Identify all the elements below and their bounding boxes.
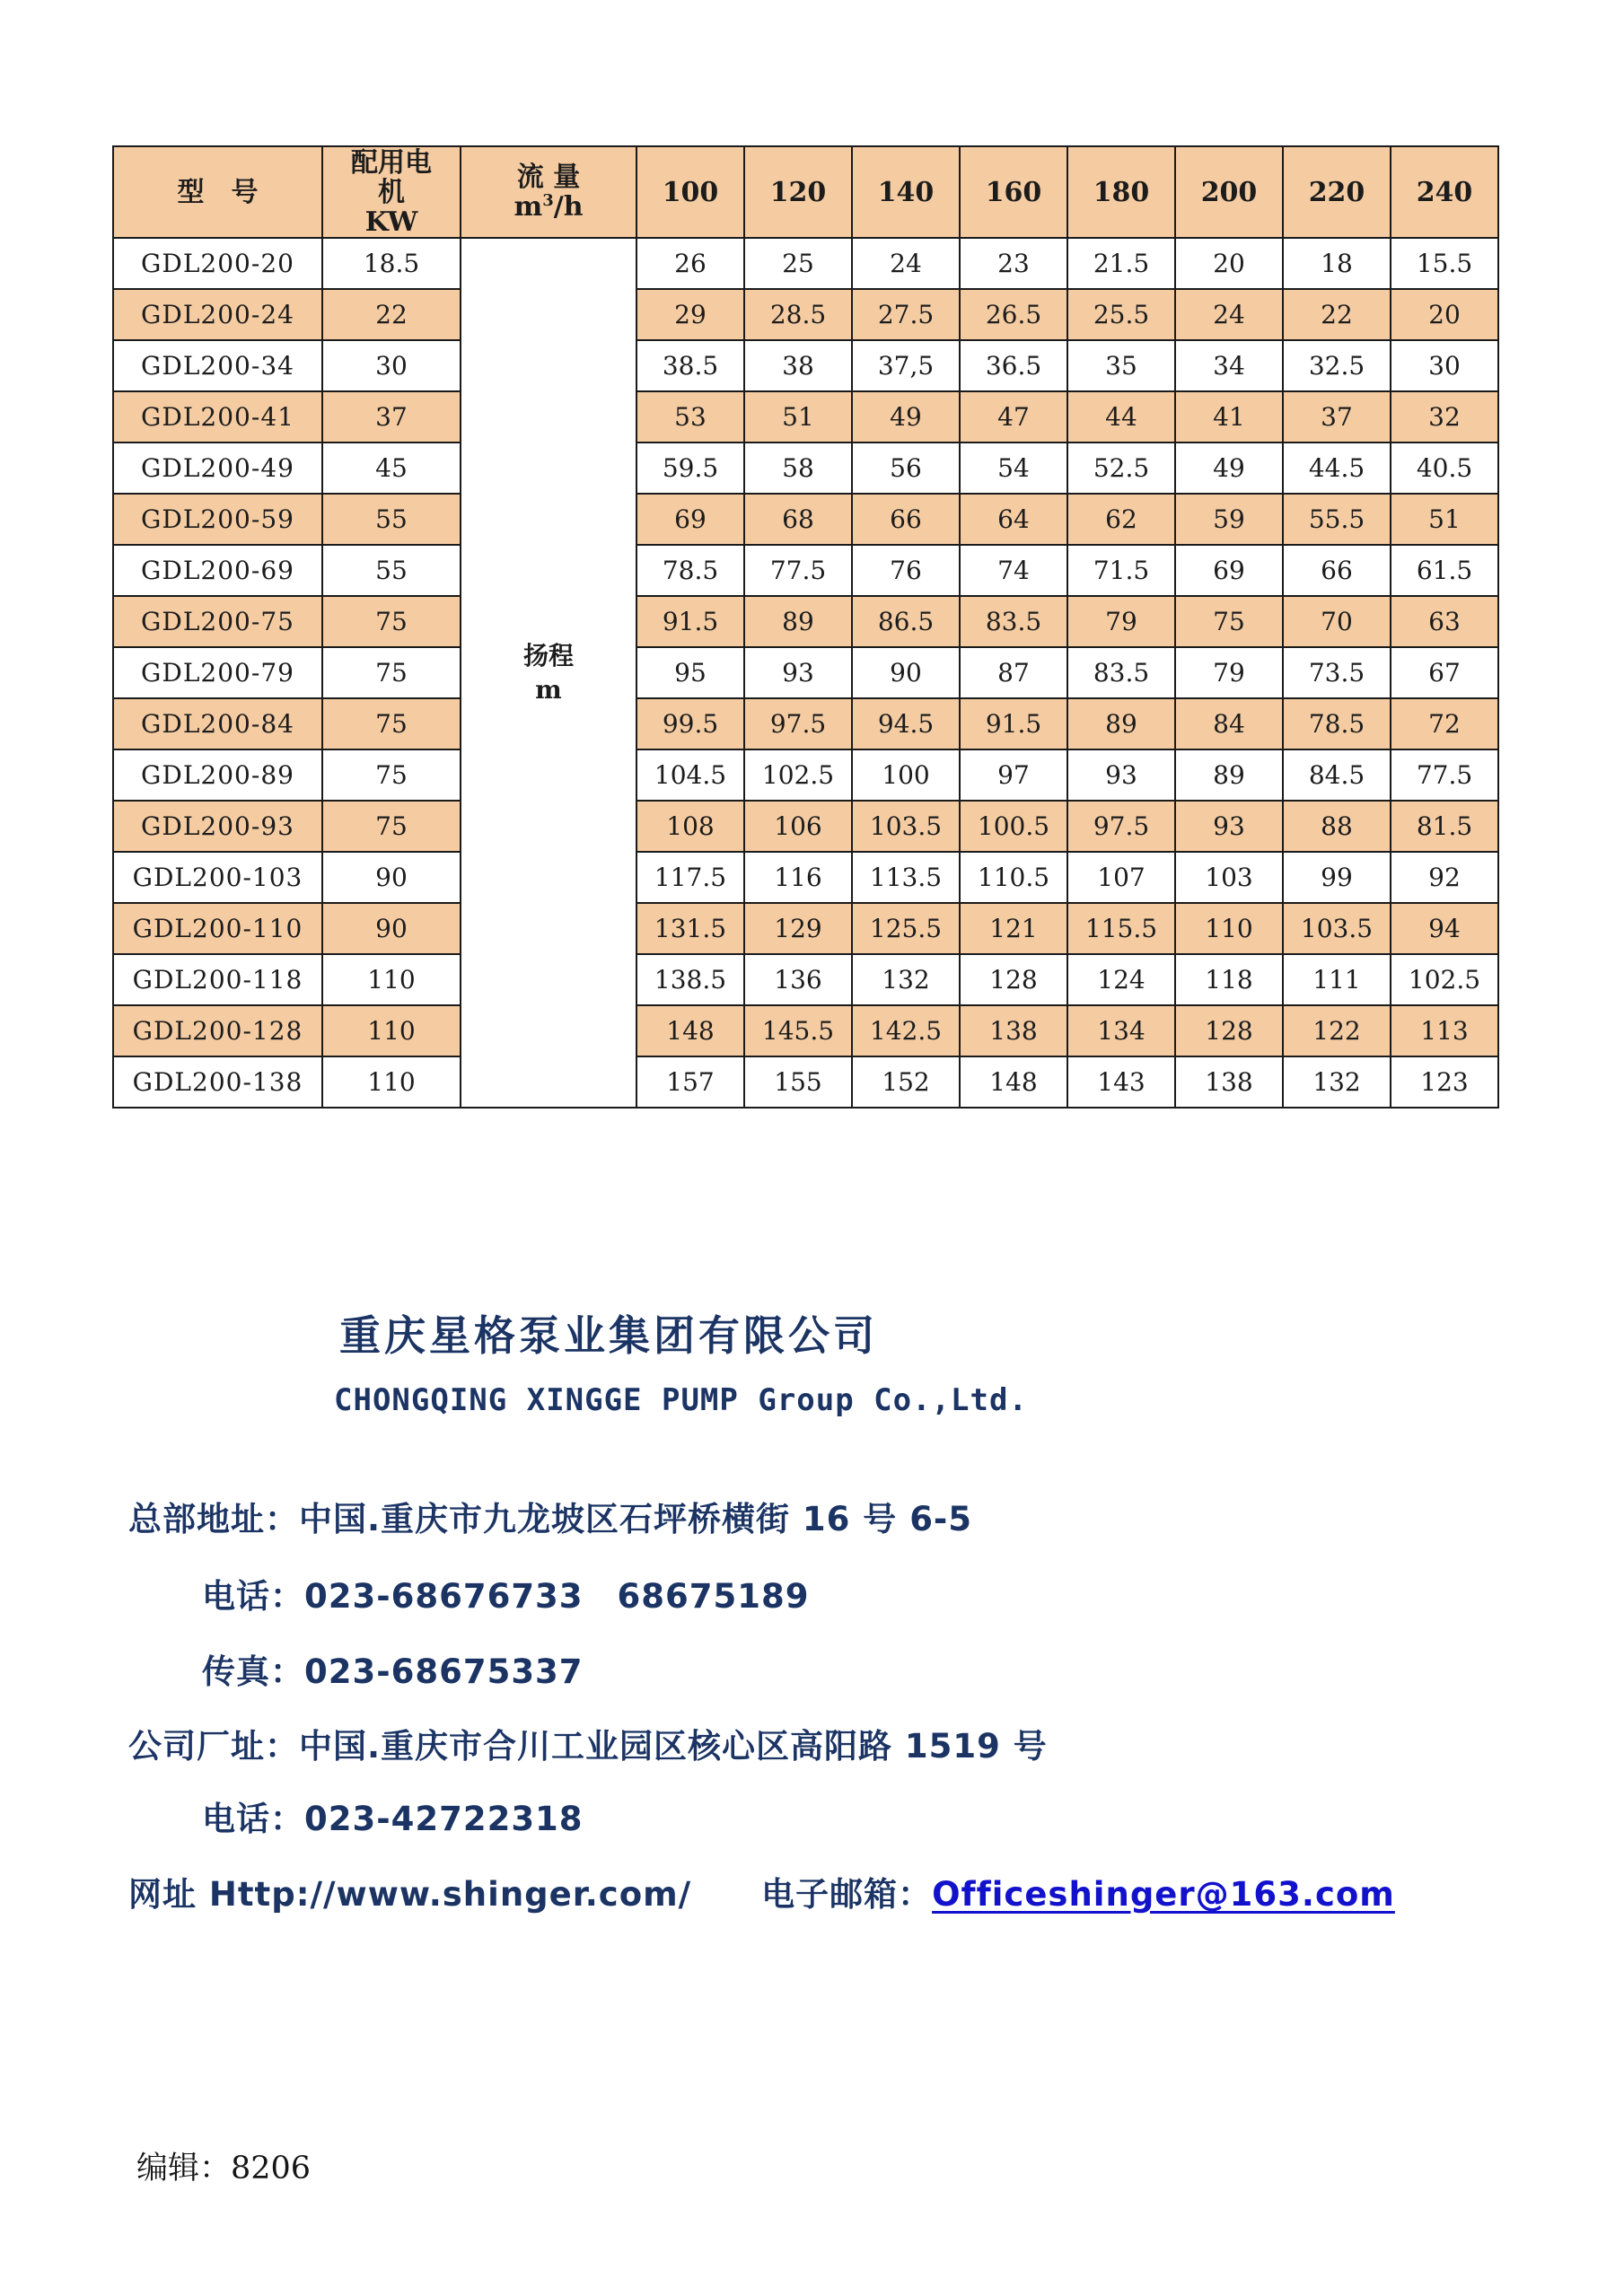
value-cell-140: 49 bbox=[852, 391, 960, 443]
value-cell-140: 100 bbox=[852, 749, 960, 801]
value-cell-140: 37,5 bbox=[852, 340, 960, 391]
contact-line-factory-address bbox=[128, 1719, 1048, 1767]
value-cell-100: 91.5 bbox=[636, 596, 744, 647]
value-cell-160: 110.5 bbox=[960, 852, 1067, 903]
model-cell: GDL200-59 bbox=[113, 494, 322, 545]
contact-line-phone-2 bbox=[202, 1792, 584, 1840]
value-cell-160: 97 bbox=[960, 749, 1067, 801]
model-cell: GDL200-103 bbox=[113, 852, 322, 903]
value-cell-220: 73.5 bbox=[1283, 647, 1391, 698]
contact-line-web-email bbox=[128, 1867, 1395, 1915]
model-cell: GDL200-110 bbox=[113, 903, 322, 954]
value-cell-160: 87 bbox=[960, 647, 1067, 698]
hq-address-label: 总部地址： bbox=[128, 1500, 299, 1538]
header-flow-240: 240 bbox=[1391, 146, 1498, 238]
value-cell-160: 36.5 bbox=[960, 340, 1067, 391]
value-cell-220: 111 bbox=[1283, 954, 1391, 1005]
table-row bbox=[113, 647, 1498, 698]
value-cell-200: 75 bbox=[1175, 596, 1283, 647]
value-cell-220: 32.5 bbox=[1283, 340, 1391, 391]
value-cell-100: 148 bbox=[636, 1005, 744, 1056]
power-cell: 90 bbox=[322, 852, 461, 903]
value-cell-240: 113 bbox=[1391, 1005, 1498, 1056]
power-cell: 110 bbox=[322, 1056, 461, 1108]
header-flow-220: 220 bbox=[1283, 146, 1391, 238]
value-cell-200: 79 bbox=[1175, 647, 1283, 698]
table-row bbox=[113, 443, 1498, 494]
value-cell-100: 131.5 bbox=[636, 903, 744, 954]
value-cell-240: 15.5 bbox=[1391, 238, 1498, 289]
value-cell-240: 92 bbox=[1391, 852, 1498, 903]
header-flow-180: 180 bbox=[1067, 146, 1175, 238]
value-cell-180: 79 bbox=[1067, 596, 1175, 647]
value-cell-120: 136 bbox=[744, 954, 852, 1005]
power-cell: 90 bbox=[322, 903, 461, 954]
value-cell-140: 24 bbox=[852, 238, 960, 289]
power-cell: 55 bbox=[322, 545, 461, 596]
value-cell-220: 37 bbox=[1283, 391, 1391, 443]
company-name-chinese: 重庆星格泵业集团有限公司 bbox=[339, 1311, 878, 1360]
header-flow-140: 140 bbox=[852, 146, 960, 238]
value-cell-120: 25 bbox=[744, 238, 852, 289]
table-row bbox=[113, 903, 1498, 954]
header-motor-line3: KW bbox=[364, 206, 418, 238]
value-cell-220: 103.5 bbox=[1283, 903, 1391, 954]
phone-1-value: 023-68676733 68675189 bbox=[304, 1577, 810, 1616]
table-row bbox=[113, 238, 1498, 289]
header-flow-120: 120 bbox=[744, 146, 852, 238]
value-cell-220: 70 bbox=[1283, 596, 1391, 647]
model-cell: GDL200-79 bbox=[113, 647, 322, 698]
value-cell-220: 18 bbox=[1283, 238, 1391, 289]
fax-value: 023-68675337 bbox=[304, 1652, 584, 1691]
table-row bbox=[113, 852, 1498, 903]
model-cell: GDL200-69 bbox=[113, 545, 322, 596]
value-cell-240: 61.5 bbox=[1391, 545, 1498, 596]
value-cell-180: 62 bbox=[1067, 494, 1175, 545]
value-cell-140: 56 bbox=[852, 443, 960, 494]
model-cell: GDL200-24 bbox=[113, 289, 322, 340]
phone-2-value: 023-42722318 bbox=[304, 1800, 584, 1838]
value-cell-220: 88 bbox=[1283, 801, 1391, 852]
power-cell: 45 bbox=[322, 443, 461, 494]
value-cell-220: 84.5 bbox=[1283, 749, 1391, 801]
value-cell-120: 58 bbox=[744, 443, 852, 494]
model-cell: GDL200-138 bbox=[113, 1056, 322, 1108]
value-cell-240: 20 bbox=[1391, 289, 1498, 340]
power-cell: 75 bbox=[322, 698, 461, 749]
website-label: 网址 bbox=[128, 1875, 197, 1914]
model-cell: GDL200-20 bbox=[113, 238, 322, 289]
model-cell: GDL200-34 bbox=[113, 340, 322, 391]
website-url: Http://www.shinger.com/ bbox=[208, 1875, 692, 1914]
value-cell-200: 34 bbox=[1175, 340, 1283, 391]
value-cell-100: 59.5 bbox=[636, 443, 744, 494]
value-cell-160: 83.5 bbox=[960, 596, 1067, 647]
value-cell-220: 122 bbox=[1283, 1005, 1391, 1056]
value-cell-140: 90 bbox=[852, 647, 960, 698]
value-cell-220: 132 bbox=[1283, 1056, 1391, 1108]
value-cell-140: 125.5 bbox=[852, 903, 960, 954]
value-cell-120: 38 bbox=[744, 340, 852, 391]
value-cell-240: 77.5 bbox=[1391, 749, 1498, 801]
value-cell-120: 93 bbox=[744, 647, 852, 698]
value-cell-120: 97.5 bbox=[744, 698, 852, 749]
value-cell-160: 91.5 bbox=[960, 698, 1067, 749]
company-name-english: CHONGQING XINGGE PUMP Group Co.,Ltd. bbox=[334, 1382, 1028, 1418]
power-cell: 22 bbox=[322, 289, 461, 340]
value-cell-180: 52.5 bbox=[1067, 443, 1175, 494]
factory-address-label: 公司厂址： bbox=[128, 1727, 299, 1766]
value-cell-200: 41 bbox=[1175, 391, 1283, 443]
value-cell-120: 89 bbox=[744, 596, 852, 647]
table-row bbox=[113, 596, 1498, 647]
table-row bbox=[113, 749, 1498, 801]
value-cell-200: 110 bbox=[1175, 903, 1283, 954]
value-cell-200: 20 bbox=[1175, 238, 1283, 289]
factory-address-value: 中国.重庆市合川工业园区核心区高阳路 1519 号 bbox=[299, 1727, 1048, 1766]
header-motor-kw bbox=[322, 146, 461, 238]
value-cell-100: 138.5 bbox=[636, 954, 744, 1005]
table-row bbox=[113, 954, 1498, 1005]
header-flow-100: 100 bbox=[636, 146, 744, 238]
table-row bbox=[113, 494, 1498, 545]
value-cell-180: 143 bbox=[1067, 1056, 1175, 1108]
value-cell-220: 99 bbox=[1283, 852, 1391, 903]
value-cell-140: 103.5 bbox=[852, 801, 960, 852]
value-cell-180: 44 bbox=[1067, 391, 1175, 443]
value-cell-220: 66 bbox=[1283, 545, 1391, 596]
table-row bbox=[113, 289, 1498, 340]
contact-line-phone-1 bbox=[202, 1569, 810, 1617]
value-cell-160: 54 bbox=[960, 443, 1067, 494]
value-cell-240: 94 bbox=[1391, 903, 1498, 954]
value-cell-160: 64 bbox=[960, 494, 1067, 545]
head-merged-cell bbox=[461, 238, 636, 1108]
value-cell-160: 121 bbox=[960, 903, 1067, 954]
table-row bbox=[113, 1005, 1498, 1056]
value-cell-140: 132 bbox=[852, 954, 960, 1005]
power-cell: 37 bbox=[322, 391, 461, 443]
table-body bbox=[113, 238, 1498, 1108]
value-cell-120: 155 bbox=[744, 1056, 852, 1108]
value-cell-180: 115.5 bbox=[1067, 903, 1175, 954]
email-label: 电子邮箱： bbox=[761, 1875, 933, 1914]
value-cell-100: 69 bbox=[636, 494, 744, 545]
power-cell: 75 bbox=[322, 801, 461, 852]
model-cell: GDL200-89 bbox=[113, 749, 322, 801]
editor-note: 编辑：8206 bbox=[136, 2151, 312, 2186]
table-row bbox=[113, 801, 1498, 852]
value-cell-160: 47 bbox=[960, 391, 1067, 443]
email-link[interactable]: Officeshinger@163.com bbox=[932, 1875, 1395, 1914]
value-cell-240: 51 bbox=[1391, 494, 1498, 545]
value-cell-140: 113.5 bbox=[852, 852, 960, 903]
value-cell-120: 116 bbox=[744, 852, 852, 903]
value-cell-100: 53 bbox=[636, 391, 744, 443]
value-cell-240: 63 bbox=[1391, 596, 1498, 647]
value-cell-180: 107 bbox=[1067, 852, 1175, 903]
value-cell-100: 29 bbox=[636, 289, 744, 340]
value-cell-120: 28.5 bbox=[744, 289, 852, 340]
value-cell-160: 100.5 bbox=[960, 801, 1067, 852]
value-cell-240: 32 bbox=[1391, 391, 1498, 443]
power-cell: 55 bbox=[322, 494, 461, 545]
header-flow-160: 160 bbox=[960, 146, 1067, 238]
value-cell-120: 129 bbox=[744, 903, 852, 954]
value-cell-200: 89 bbox=[1175, 749, 1283, 801]
value-cell-240: 40.5 bbox=[1391, 443, 1498, 494]
value-cell-200: 128 bbox=[1175, 1005, 1283, 1056]
value-cell-180: 97.5 bbox=[1067, 801, 1175, 852]
header-flow-unit: $m^3/h$ bbox=[514, 191, 584, 223]
table-row bbox=[113, 340, 1498, 391]
value-cell-240: 30 bbox=[1391, 340, 1498, 391]
value-cell-160: 26.5 bbox=[960, 289, 1067, 340]
model-cell: GDL200-75 bbox=[113, 596, 322, 647]
value-cell-100: 78.5 bbox=[636, 545, 744, 596]
value-cell-140: 27.5 bbox=[852, 289, 960, 340]
value-cell-220: 44.5 bbox=[1283, 443, 1391, 494]
value-cell-200: 49 bbox=[1175, 443, 1283, 494]
value-cell-220: 78.5 bbox=[1283, 698, 1391, 749]
fax-label: 传真： bbox=[202, 1652, 304, 1691]
value-cell-140: 66 bbox=[852, 494, 960, 545]
value-cell-200: 138 bbox=[1175, 1056, 1283, 1108]
table-row bbox=[113, 545, 1498, 596]
value-cell-180: 134 bbox=[1067, 1005, 1175, 1056]
head-unit: m bbox=[535, 674, 562, 705]
value-cell-240: 123 bbox=[1391, 1056, 1498, 1108]
value-cell-100: 117.5 bbox=[636, 852, 744, 903]
value-cell-160: 138 bbox=[960, 1005, 1067, 1056]
value-cell-160: 23 bbox=[960, 238, 1067, 289]
value-cell-140: 142.5 bbox=[852, 1005, 960, 1056]
value-cell-180: 124 bbox=[1067, 954, 1175, 1005]
value-cell-100: 104.5 bbox=[636, 749, 744, 801]
table-row bbox=[113, 391, 1498, 443]
power-cell: 75 bbox=[322, 749, 461, 801]
power-cell: 18.5 bbox=[322, 238, 461, 289]
value-cell-200: 118 bbox=[1175, 954, 1283, 1005]
value-cell-100: 157 bbox=[636, 1056, 744, 1108]
value-cell-200: 103 bbox=[1175, 852, 1283, 903]
value-cell-220: 55.5 bbox=[1283, 494, 1391, 545]
header-motor-line2: 机 bbox=[378, 176, 405, 208]
model-cell: GDL200-128 bbox=[113, 1005, 322, 1056]
value-cell-200: 93 bbox=[1175, 801, 1283, 852]
value-cell-140: 86.5 bbox=[852, 596, 960, 647]
value-cell-220: 22 bbox=[1283, 289, 1391, 340]
table-row bbox=[113, 1056, 1498, 1108]
value-cell-100: 108 bbox=[636, 801, 744, 852]
value-cell-160: 148 bbox=[960, 1056, 1067, 1108]
power-cell: 75 bbox=[322, 596, 461, 647]
value-cell-120: 51 bbox=[744, 391, 852, 443]
value-cell-180: 89 bbox=[1067, 698, 1175, 749]
flow-unit-superscript: 3 bbox=[542, 191, 554, 210]
model-cell: GDL200-118 bbox=[113, 954, 322, 1005]
value-cell-140: 76 bbox=[852, 545, 960, 596]
pump-spec-table bbox=[112, 145, 1499, 1109]
value-cell-160: 128 bbox=[960, 954, 1067, 1005]
value-cell-120: 145.5 bbox=[744, 1005, 852, 1056]
power-cell: 75 bbox=[322, 647, 461, 698]
value-cell-180: 25.5 bbox=[1067, 289, 1175, 340]
model-cell: GDL200-41 bbox=[113, 391, 322, 443]
hq-address-value: 中国.重庆市九龙坡区石坪桥横街 16 号 6-5 bbox=[299, 1500, 973, 1538]
value-cell-240: 102.5 bbox=[1391, 954, 1498, 1005]
value-cell-160: 74 bbox=[960, 545, 1067, 596]
value-cell-100: 99.5 bbox=[636, 698, 744, 749]
value-cell-100: 38.5 bbox=[636, 340, 744, 391]
model-cell: GDL200-84 bbox=[113, 698, 322, 749]
value-cell-200: 84 bbox=[1175, 698, 1283, 749]
value-cell-140: 152 bbox=[852, 1056, 960, 1108]
table-row bbox=[113, 698, 1498, 749]
header-motor-line1: 配用电 bbox=[351, 146, 432, 179]
value-cell-120: 77.5 bbox=[744, 545, 852, 596]
value-cell-240: 81.5 bbox=[1391, 801, 1498, 852]
power-cell: 110 bbox=[322, 954, 461, 1005]
value-cell-180: 71.5 bbox=[1067, 545, 1175, 596]
model-cell: GDL200-93 bbox=[113, 801, 322, 852]
header-flow-label: 流 量 bbox=[516, 162, 581, 193]
header-flow-200: 200 bbox=[1175, 146, 1283, 238]
value-cell-180: 83.5 bbox=[1067, 647, 1175, 698]
table-header-row bbox=[113, 146, 1498, 238]
value-cell-100: 95 bbox=[636, 647, 744, 698]
head-label: 扬程 bbox=[522, 640, 574, 670]
header-flow bbox=[461, 146, 636, 238]
value-cell-140: 94.5 bbox=[852, 698, 960, 749]
model-cell: GDL200-49 bbox=[113, 443, 322, 494]
value-cell-200: 59 bbox=[1175, 494, 1283, 545]
contact-line-hq-address bbox=[128, 1492, 972, 1540]
value-cell-180: 21.5 bbox=[1067, 238, 1175, 289]
value-cell-120: 68 bbox=[744, 494, 852, 545]
value-cell-120: 102.5 bbox=[744, 749, 852, 801]
value-cell-240: 72 bbox=[1391, 698, 1498, 749]
value-cell-200: 69 bbox=[1175, 545, 1283, 596]
power-cell: 110 bbox=[322, 1005, 461, 1056]
value-cell-240: 67 bbox=[1391, 647, 1498, 698]
header-model: 型 号 bbox=[113, 146, 322, 238]
phone-2-label: 电话： bbox=[202, 1800, 304, 1838]
phone-1-label: 电话： bbox=[202, 1577, 304, 1616]
value-cell-200: 24 bbox=[1175, 289, 1283, 340]
value-cell-100: 26 bbox=[636, 238, 744, 289]
value-cell-180: 35 bbox=[1067, 340, 1175, 391]
contact-line-fax bbox=[202, 1644, 584, 1693]
value-cell-120: 106 bbox=[744, 801, 852, 852]
value-cell-180: 93 bbox=[1067, 749, 1175, 801]
power-cell: 30 bbox=[322, 340, 461, 391]
